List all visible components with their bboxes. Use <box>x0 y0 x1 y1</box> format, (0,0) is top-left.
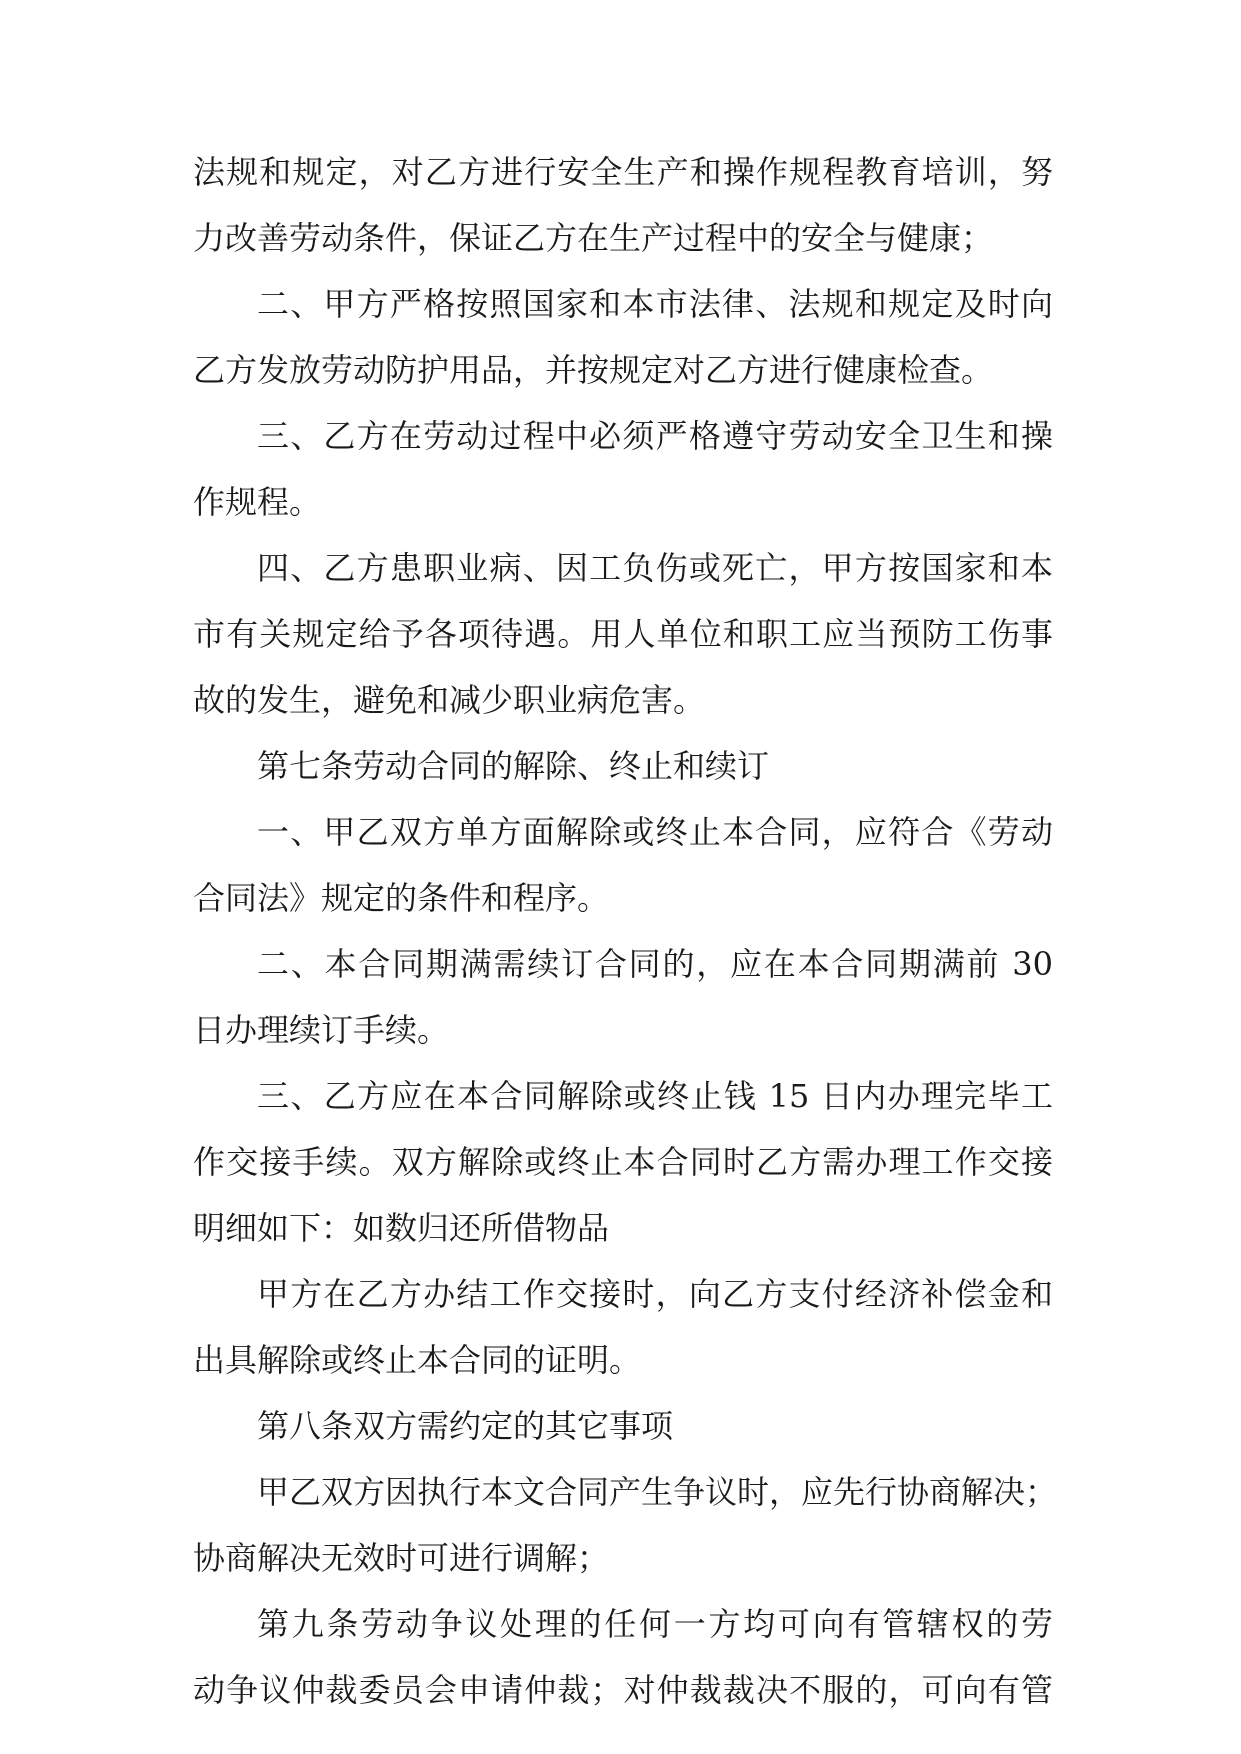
text-line: 作交接手续。双方解除或终止本合同时乙方需办理工作交接 <box>193 1143 1053 1181</box>
text-line: 动争议仲裁委员会申请仲裁；对仲裁裁决不服的，可向有管 <box>193 1671 1053 1709</box>
text-line: 三、乙方应在本合同解除或终止钱 15 日内办理完毕工 <box>257 1077 1053 1115</box>
text-line: 明细如下：如数归还所借物品 <box>193 1209 610 1247</box>
text-line: 第九条劳动争议处理的任何一方均可向有管辖权的劳 <box>257 1605 1053 1643</box>
text-line: 四、乙方患职业病、因工负伤或死亡，甲方按国家和本 <box>257 549 1053 587</box>
text-line: 力改善劳动条件，保证乙方在生产过程中的安全与健康； <box>193 219 994 257</box>
text-line: 市有关规定给予各项待遇。用人单位和职工应当预防工伤事 <box>193 615 1053 653</box>
text-line: 作规程。 <box>193 483 322 521</box>
text-line: 二、本合同期满需续订合同的，应在本合同期满前 30 <box>257 945 1053 983</box>
text-line: 甲乙双方因执行本文合同产生争议时，应先行协商解决； <box>257 1473 1058 1511</box>
section-heading: 第八条双方需约定的其它事项 <box>257 1407 674 1445</box>
text-line: 乙方发放劳动防护用品，并按规定对乙方进行健康检查。 <box>193 351 994 389</box>
text-line: 出具解除或终止本合同的证明。 <box>193 1341 642 1379</box>
text-line: 一、甲乙双方单方面解除或终止本合同，应符合《劳动 <box>257 813 1053 851</box>
text-line: 日办理续订手续。 <box>193 1011 450 1049</box>
text-line: 法规和规定，对乙方进行安全生产和操作规程教育培训，努 <box>193 153 1053 191</box>
text-line: 故的发生，避免和减少职业病危害。 <box>193 681 706 719</box>
text-line: 协商解决无效时可进行调解； <box>193 1539 610 1577</box>
text-line: 二、甲方严格按照国家和本市法律、法规和规定及时向 <box>257 285 1053 323</box>
text-line: 三、乙方在劳动过程中必须严格遵守劳动安全卫生和操 <box>257 417 1053 455</box>
text-line: 甲方在乙方办结工作交接时，向乙方支付经济补偿金和 <box>257 1275 1053 1313</box>
text-line: 合同法》规定的条件和程序。 <box>193 879 610 917</box>
section-heading: 第七条劳动合同的解除、终止和续订 <box>257 747 770 785</box>
